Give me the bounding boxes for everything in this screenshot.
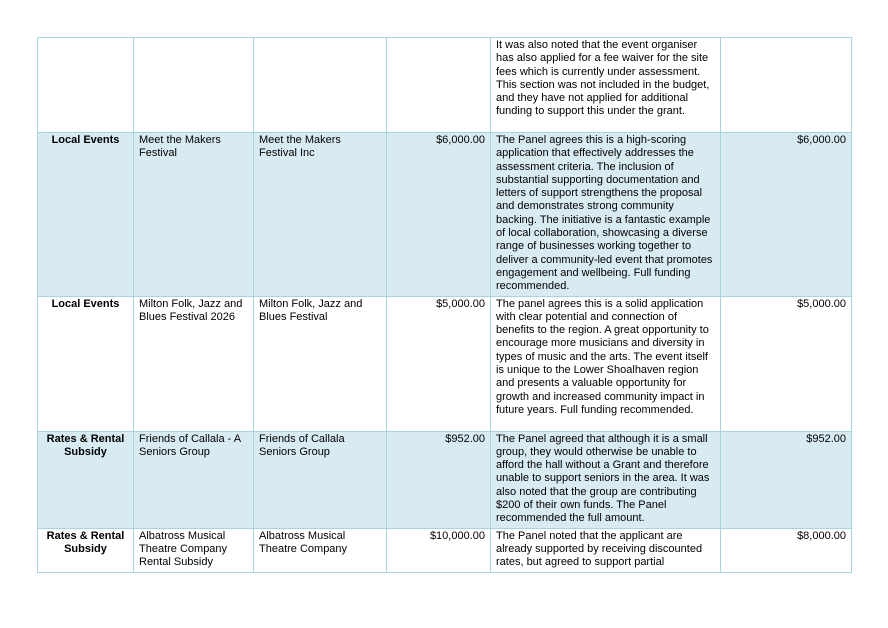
cell-event-name: Meet the Makers Festival bbox=[134, 133, 254, 297]
cell-event-name: Friends of Callala - A Seniors Group bbox=[134, 431, 254, 528]
cell-event-name: Albatross Musical Theatre Company Rental Subsidy bbox=[134, 528, 254, 572]
cell-amount-requested: $952.00 bbox=[387, 431, 491, 528]
cell-category: Rates & Rental Subsidy bbox=[38, 431, 134, 528]
cell-panel-comments: It was also noted that the event organiser has also applied for a fee waiver for the site fees which is currently under assessment. This section was not included in the budget, and they have not applied for additional funding to support this under the grant. bbox=[491, 38, 721, 133]
cell-event-name bbox=[134, 38, 254, 133]
cell-panel-comments: The panel agrees this is a solid application with clear potential and connection of benefits to the region. A great opportunity to encourage more musicians and diversity in types of music and the arts. The event itself is unique to the Lower Shoalhaven region and presents a valuable opportunity for growth and increased community impact in future years. Full funding recommended. bbox=[491, 296, 721, 431]
cell-amount-requested: $6,000.00 bbox=[387, 133, 491, 297]
cell-organisation: Friends of Callala Seniors Group bbox=[254, 431, 387, 528]
cell-amount-requested bbox=[387, 38, 491, 133]
cell-amount-requested: $5,000.00 bbox=[387, 296, 491, 431]
cell-event-name: Milton Folk, Jazz and Blues Festival 2026 bbox=[134, 296, 254, 431]
table-row bbox=[38, 431, 852, 528]
cell-panel-comments: The Panel noted that the applicant are already supported by receiving discounted rates, but agreed to support partial bbox=[491, 528, 721, 572]
cell-panel-comments: The Panel agreed that although it is a small group, they would otherwise be unable to afford the hall without a Grant and therefore unable to support seniors in the area. It was also noted that the group are contributing $200 of their own funds. The Panel recommended the full amount. bbox=[491, 431, 721, 528]
cell-category: Rates & Rental Subsidy bbox=[38, 528, 134, 572]
cell-amount-awarded: $5,000.00 bbox=[721, 296, 852, 431]
grants-assessment-table bbox=[37, 37, 852, 573]
cell-amount-awarded: $6,000.00 bbox=[721, 133, 852, 297]
cell-category bbox=[38, 38, 134, 133]
cell-organisation: Meet the Makers Festival Inc bbox=[254, 133, 387, 297]
cell-amount-awarded bbox=[721, 38, 852, 133]
cell-amount-awarded: $8,000.00 bbox=[721, 528, 852, 572]
table-row bbox=[38, 528, 852, 572]
cell-organisation bbox=[254, 38, 387, 133]
cell-category: Local Events bbox=[38, 133, 134, 297]
table-row bbox=[38, 133, 852, 297]
cell-amount-awarded: $952.00 bbox=[721, 431, 852, 528]
cell-panel-comments: The Panel agrees this is a high-scoring application that effectively addresses the assessment criteria. The inclusion of substantial supporting documentation and letters of support strengthens the proposal and demonstrates strong community backing. The initiative is a fantastic example of local collaboration, showcasing a diverse range of businesses working together to deliver a community-led event that promotes engagement and wellbeing. Full funding recommended. bbox=[491, 133, 721, 297]
cell-category: Local Events bbox=[38, 296, 134, 431]
cell-organisation: Albatross Musical Theatre Company bbox=[254, 528, 387, 572]
cell-amount-requested: $10,000.00 bbox=[387, 528, 491, 572]
table-row bbox=[38, 296, 852, 431]
cell-organisation: Milton Folk, Jazz and Blues Festival bbox=[254, 296, 387, 431]
table-row bbox=[38, 38, 852, 133]
